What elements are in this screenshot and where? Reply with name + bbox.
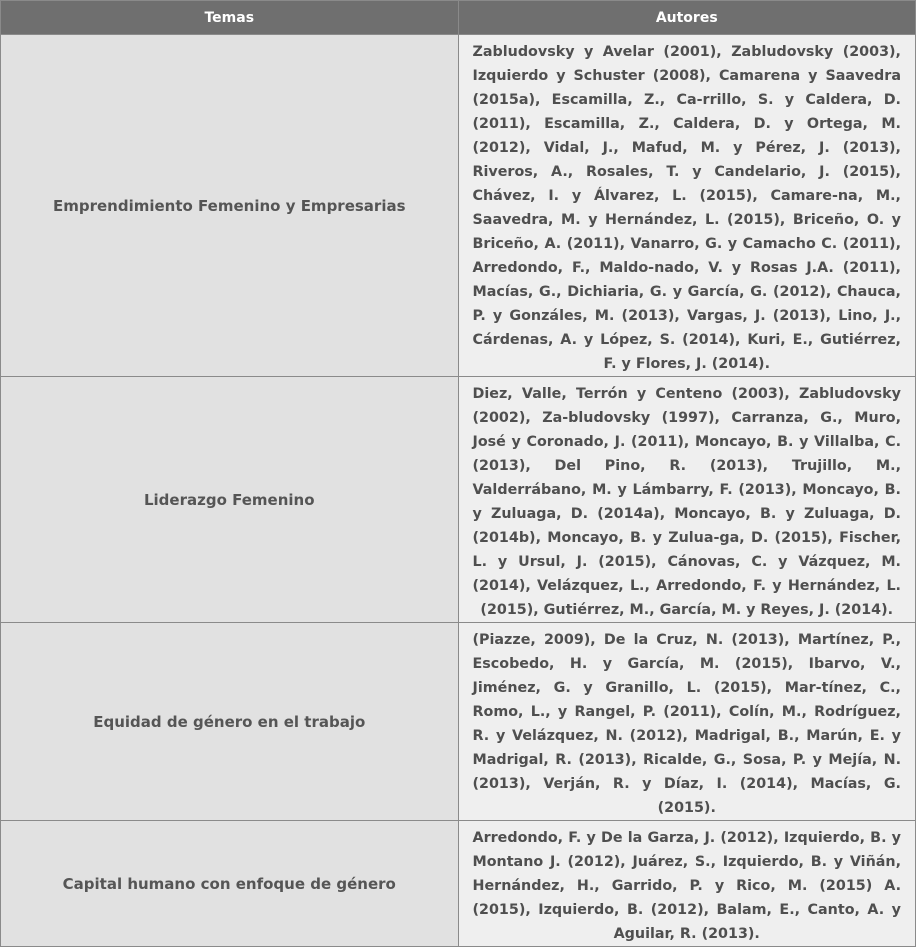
table-row bbox=[1, 623, 916, 821]
tema-cell: Liderazgo Femenino bbox=[1, 377, 459, 623]
table-row bbox=[1, 377, 916, 623]
autores-cell: (Piazze, 2009), De la Cruz, N. (2013), Martínez, P., Escobedo, H. y García, M. (2015), Ibarvo, V., Jiménez, G. y Granillo, L. (2015), Mar-tínez, C., Romo, L., y Rangel, P. (2011), Colín, M., Rodríguez, R. y Velázquez, N. (2012), Madrigal, B., Marún, E. y Madrigal, R. (2013), Ricalde, G., Sosa, P. y Mejía, N. (2013), Verján, R. y Díaz, I. (2014), Macías, G. (2015). bbox=[458, 623, 916, 821]
tema-cell: Emprendimiento Femenino y Empresarias bbox=[1, 35, 459, 377]
table-row bbox=[1, 35, 916, 377]
header-row bbox=[1, 1, 916, 35]
tema-cell: Equidad de género en el trabajo bbox=[1, 623, 459, 821]
table-row bbox=[1, 821, 916, 947]
tema-cell: Capital humano con enfoque de género bbox=[1, 821, 459, 947]
header-autores: Autores bbox=[458, 1, 916, 35]
autores-cell: Diez, Valle, Terrón y Centeno (2003), Zabludovsky (2002), Za-bludovsky (1997), Carranza, G., Muro, José y Coronado, J. (2011), Moncayo, B. y Villalba, C. (2013), Del Pino, R. (2013), Trujillo, M., Valderrábano, M. y Lámbarry, F. (2013), Moncayo, B. y Zuluaga, D. (2014a), Moncayo, B. y Zuluaga, D. (2014b), Moncayo, B. y Zulua-ga, D. (2015), Fischer, L. y Ursul, J. (2015), Cánovas, C. y Vázquez, M. (2014), Velázquez, L., Arredondo, F. y Hernández, L. (2015), Gutiérrez, M., García, M. y Reyes, J. (2014). bbox=[458, 377, 916, 623]
autores-cell: Arredondo, F. y De la Garza, J. (2012), Izquierdo, B. y Montano J. (2012), Juárez, S., Izquierdo, B. y Viñán, Hernández, H., Garrido, P. y Rico, M. (2015) A. (2015), Izquierdo, B. (2012), Balam, E., Canto, A. y Aguilar, R. (2013). bbox=[458, 821, 916, 947]
header-temas: Temas bbox=[1, 1, 459, 35]
autores-cell: Zabludovsky y Avelar (2001), Zabludovsky (2003), Izquierdo y Schuster (2008), Camarena y Saavedra (2015a), Escamilla, Z., Ca-rrillo, S. y Caldera, D. (2011), Escamilla, Z., Caldera, D. y Ortega, M. (2012), Vidal, J., Mafud, M. y Pérez, J. (2013), Riveros, A., Rosales, T. y Candelario, J. (2015), Chávez, I. y Álvarez, L. (2015), Camare-na, M., Saavedra, M. y Hernández, L. (2015), Briceño, O. y Briceño, A. (2011), Vanarro, G. y Camacho C. (2011), Arredondo, F., Maldo-nado, V. y Rosas J.A. (2011), Macías, G., Dichiaria, G. y García, G. (2012), Chauca, P. y Gonzáles, M. (2013), Vargas, J. (2013), Lino, J., Cárdenas, A. y López, S. (2014), Kuri, E., Gutiérrez, F. y Flores, J. (2014). bbox=[458, 35, 916, 377]
